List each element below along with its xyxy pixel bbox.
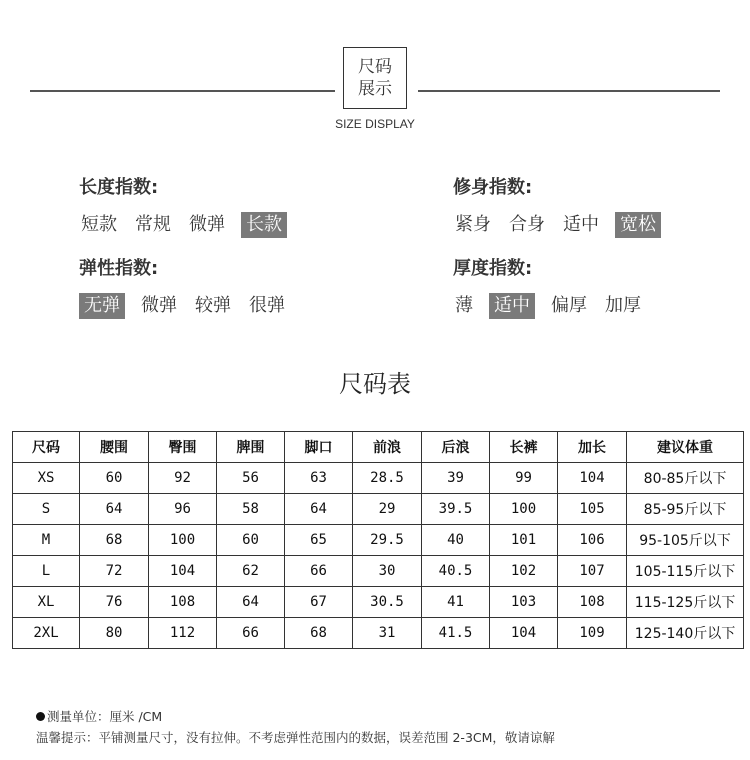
column-header-back-rise: 后浪: [422, 432, 490, 463]
length-index: [79, 176, 287, 238]
fit-option: 宽松: [615, 212, 661, 238]
table-cell: 40.5: [422, 556, 490, 587]
section-title-line2: 展示: [358, 79, 392, 99]
table-cell: 65: [285, 525, 353, 556]
table-row: [13, 618, 744, 649]
table-cell: 64: [285, 494, 353, 525]
unit-note-text: 测量单位：厘米 /CM: [47, 709, 163, 724]
table-cell: 60: [80, 463, 149, 494]
table-cell: 64: [217, 587, 285, 618]
thickness-option: 加厚: [605, 295, 641, 316]
table-row: [13, 587, 744, 618]
table-cell: 92: [149, 463, 217, 494]
column-header-waist: 腰围: [80, 432, 149, 463]
fit-option: 紧身: [455, 214, 491, 235]
table-cell: 108: [149, 587, 217, 618]
size-table-title: 尺码表: [339, 370, 411, 398]
size-cell: L: [13, 556, 80, 587]
column-header-recommended-weight: 建议体重: [627, 432, 744, 463]
table-cell: 100: [490, 494, 558, 525]
section-title-line1: 尺码: [358, 57, 392, 77]
thickness-index-label: 厚度指数:: [453, 258, 533, 279]
column-header-extended-length: 加长: [558, 432, 627, 463]
table-cell: 115-125斤以下: [627, 587, 744, 618]
table-cell: 72: [80, 556, 149, 587]
elasticity-option: 微弹: [141, 295, 177, 316]
table-cell: 41: [422, 587, 490, 618]
fit-index-label: 修身指数:: [453, 177, 533, 198]
table-cell: 80: [80, 618, 149, 649]
fit-index: [453, 176, 661, 238]
thickness-option: 薄: [455, 295, 473, 316]
header-divider-left: [30, 90, 335, 92]
table-cell: 100: [149, 525, 217, 556]
table-cell: 102: [490, 556, 558, 587]
elasticity-option: 较弹: [195, 295, 231, 316]
table-cell: 31: [353, 618, 422, 649]
size-cell: S: [13, 494, 80, 525]
column-header-size: 尺码: [13, 432, 80, 463]
thickness-index: [453, 257, 643, 319]
table-cell: 39: [422, 463, 490, 494]
table-cell: 40: [422, 525, 490, 556]
fit-index-options: [453, 212, 661, 238]
fit-option: 适中: [563, 214, 599, 235]
table-cell: 99: [490, 463, 558, 494]
table-cell: 103: [490, 587, 558, 618]
table-cell: 112: [149, 618, 217, 649]
size-cell: 2XL: [13, 618, 80, 649]
table-cell: 64: [80, 494, 149, 525]
table-cell: 80-85斤以下: [627, 463, 744, 494]
column-header-front-rise: 前浪: [353, 432, 422, 463]
header-divider-right: [418, 90, 720, 92]
elasticity-option: 无弹: [79, 293, 125, 319]
elasticity-index-label: 弹性指数:: [79, 258, 159, 279]
measurement-notes: [36, 706, 555, 748]
table-cell: 104: [558, 463, 627, 494]
length-index-label: 长度指数:: [79, 177, 159, 198]
table-cell: 39.5: [422, 494, 490, 525]
table-cell: 66: [217, 618, 285, 649]
table-cell: 41.5: [422, 618, 490, 649]
table-cell: 28.5: [353, 463, 422, 494]
length-option: 微弹: [189, 214, 225, 235]
table-cell: 107: [558, 556, 627, 587]
table-cell: 62: [217, 556, 285, 587]
bullet-icon: [36, 712, 45, 721]
thickness-option: 适中: [489, 293, 535, 319]
table-header-row: [13, 432, 744, 463]
table-cell: 109: [558, 618, 627, 649]
table-cell: 66: [285, 556, 353, 587]
table-row: [13, 494, 744, 525]
table-cell: 125-140斤以下: [627, 618, 744, 649]
size-table: [12, 431, 744, 649]
table-cell: 105-115斤以下: [627, 556, 744, 587]
elasticity-index: [79, 257, 287, 319]
table-row: [13, 525, 744, 556]
column-header-hip: 臀围: [149, 432, 217, 463]
table-cell: 29.5: [353, 525, 422, 556]
table-cell: 104: [149, 556, 217, 587]
thickness-index-options: [453, 293, 643, 319]
tip-note: 温馨提示：平铺测量尺寸，没有拉伸。不考虑弹性范围内的数据，误差范围 2-3CM，敬请谅解: [36, 730, 555, 745]
table-cell: 95-105斤以下: [627, 525, 744, 556]
table-cell: 68: [285, 618, 353, 649]
table-cell: 29: [353, 494, 422, 525]
size-cell: XS: [13, 463, 80, 494]
table-cell: 104: [490, 618, 558, 649]
table-cell: 56: [217, 463, 285, 494]
table-cell: 76: [80, 587, 149, 618]
column-header-length: 长裤: [490, 432, 558, 463]
length-option: 短款: [81, 214, 117, 235]
table-cell: 96: [149, 494, 217, 525]
table-cell: 106: [558, 525, 627, 556]
unit-note: [36, 706, 555, 727]
table-cell: 63: [285, 463, 353, 494]
thickness-option: 偏厚: [551, 295, 587, 316]
table-cell: 68: [80, 525, 149, 556]
size-cell: XL: [13, 587, 80, 618]
table-cell: 30.5: [353, 587, 422, 618]
size-cell: M: [13, 525, 80, 556]
elasticity-index-options: [79, 293, 287, 319]
table-cell: 105: [558, 494, 627, 525]
table-row: [13, 556, 744, 587]
table-cell: 60: [217, 525, 285, 556]
length-index-options: [79, 212, 287, 238]
fit-option: 合身: [509, 214, 545, 235]
column-header-leg-opening: 脚口: [285, 432, 353, 463]
table-row: [13, 463, 744, 494]
table-cell: 85-95斤以下: [627, 494, 744, 525]
table-cell: 58: [217, 494, 285, 525]
table-cell: 30: [353, 556, 422, 587]
elasticity-option: 很弹: [249, 295, 285, 316]
section-title-box: [343, 47, 407, 109]
table-cell: 67: [285, 587, 353, 618]
length-option: 长款: [241, 212, 287, 238]
length-option: 常规: [135, 214, 171, 235]
table-cell: 101: [490, 525, 558, 556]
section-subtitle: SIZE DISPLAY: [335, 117, 415, 131]
table-cell: 108: [558, 587, 627, 618]
column-header-thigh: 脾围: [217, 432, 285, 463]
